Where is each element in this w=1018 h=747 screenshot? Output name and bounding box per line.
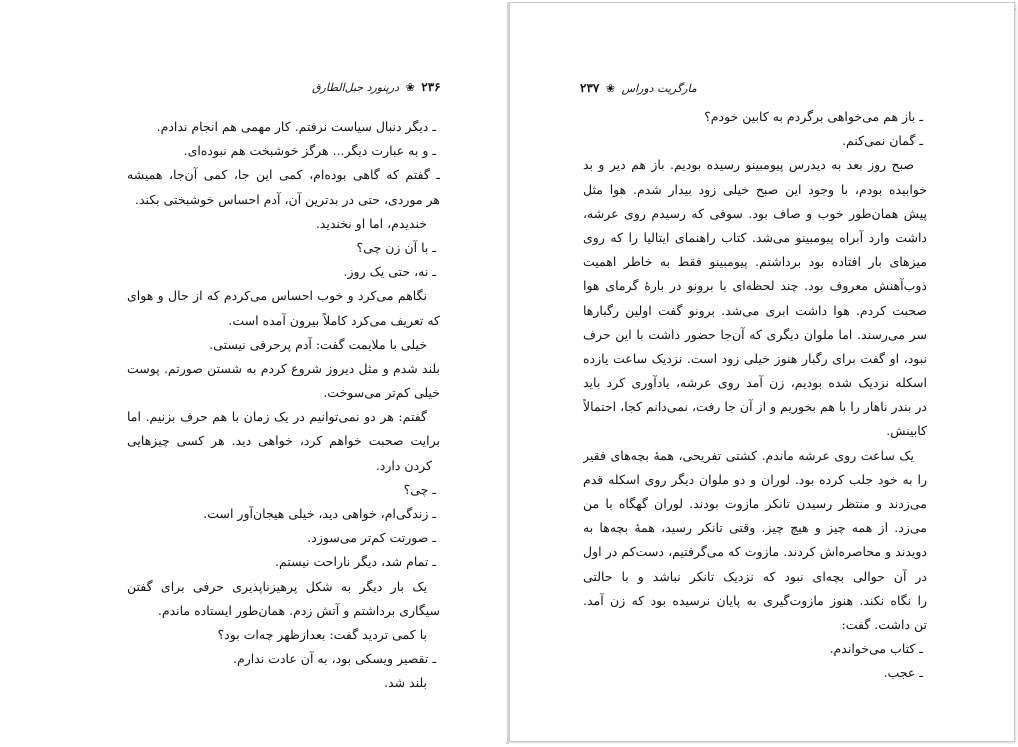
text-line: کابینش. [886,423,927,439]
text-line: داشت وارد آبراه پیومبینو می‌شد. کتاب راهنمای ایتالیا را که روی [583,229,927,245]
text-line: صحبت کردم. هوا داشت ابری می‌شد. برونو گفت اولین رگبارها [583,302,927,318]
text-line: نگاهم می‌کرد و خوب احساس می‌کردم که از حال و هوای [127,288,427,304]
text-line: برایت صحبت خواهم کرد، خواهی دید. هر کسی چیزهایی [127,433,440,449]
text-line: ـ چی؟ [403,481,436,497]
text-line: ـ گفتم که گاهی بوده‌ام، کمی این جا، کمی آن‌جا، همیشه [127,167,440,183]
text-line: سر می‌رسند. اما ملوان دیگری که آن‌جا حضور داشت با این حرف [583,326,927,342]
text-line: ـ با آن زن چی؟ [356,239,436,255]
left-page [0,2,507,742]
right-page-header [580,79,697,97]
text-line: ـ گمان نمی‌کنم. [842,133,923,149]
text-line: می‌زدند و منتظر رسیدن تانکر مازوت بودند. لوران گهگاه با من [583,496,927,511]
right-page-number: ۲۳۷ [580,81,600,95]
text-line: خندیدم، اما او نخندید. [315,215,427,231]
text-line: گفتم: هر دو نمی‌توانیم در یک زمان با هم حرف بزنیم. اما [127,409,427,425]
text-line: میزهای بار افتاده بود برداشتم. پیومبینو فقط به خاطر اهمیت [583,254,927,270]
text-line: سیگاری برداشتم و آتش زدم. همان‌طور ایستاده ماندم. [157,602,440,618]
text-line: ـ باز هم می‌خواهی برگردم به کابین خودم؟ [704,109,923,124]
text-line: ـ کتاب می‌خواندم. [829,641,923,657]
text-line: صبح روز بعد به دیدرس پیومبینو رسیده بودیم. باز هم دیر و بد [583,157,914,173]
flower-ornament-icon: ❀ [605,82,616,95]
text-line: ـ نه، حتی یک روز. [343,264,436,280]
text-line: پیش همان‌طور خوب و صاف بود. سوفی که رسیدم روی عرشه، [583,205,927,221]
left-page-header [312,78,441,96]
right-page [509,2,1015,742]
left-page-body [127,115,440,696]
text-line: ـ زندگی‌ام، خواهی دید، خیلی هیجان‌آور است. [203,506,436,521]
text-line: ـ تقصیر ویسکی بود، به آن عادت ندارم. [232,651,436,667]
flower-ornament-icon: ❀ [405,81,415,94]
text-line: ـ عجب. [883,665,923,681]
left-running-title: درپنورد جبل‌الطارق [312,81,400,94]
text-line: خیلی کم‌تر می‌سوخت. [323,385,440,401]
text-line: نبود، او گفت برای رگبار هنوز خیلی زود است. نزدیک ساعت یازده [583,350,927,366]
text-line: ذوب‌آهنش معروف بود. چند لحظه‌ای با برونو در بارهٔ گرمای هوا [583,278,927,294]
text-line: در آن حوالی بچه‌ای نبود که نزدیک تانکر نباشد و با حالتی [583,568,927,584]
text-line: در بندر ناهار را با هم بخوریم و از آن جا رفت، نمی‌دانم کجا، احتمالاً [583,399,927,415]
text-line: ـ و به عبارت دیگر... هرگز خوشبخت هم نبوده‌ای. [183,143,436,159]
text-line: ـ دیگر دنبال سیاست نرفتم. کار مهمی هم انجام ندادم. [156,119,436,134]
text-line: خیلی با ملایمت گفت: آدم پرحرفی نیستی. [209,336,427,352]
text-line: کردن دارد. [375,457,432,473]
text-line: دویدند و محاصره‌اش کردند. مازوت که می‌گرفتیم، دست‌کم در اول [583,544,927,560]
text-line: یک ساعت روی عرشه ماندم. کشتی تفریحی، همهٔ بچه‌های فقیر [583,447,914,463]
text-line: اسکله نزدیک شده بودیم، زن آمد روی عرشه، یادآوری کرد باید [583,375,927,391]
text-line: تن داشت. گفت: [841,616,927,632]
text-line: بلند شد. [384,675,427,691]
text-line: خوابیده بودم، با وجود این صبح خیلی زود بیدار شدم. هوا مثل [583,181,927,197]
text-line: هر موردی، حتی در بدترین آن، آدم احساس خوشبختی بکند. [134,191,440,207]
text-line: را به خود جلب کرده بود. لوران و دو ملوان دیگر روی اسکله قدم [583,471,927,487]
text-line: می‌زد. از همه چیز و هیچ چیز. وقتی تانکر رسید، همهٔ بچه‌ها به [583,520,927,536]
text-line: ـ تمام شد، دیگر ناراحت نیستم. [275,554,436,570]
text-line: یک بار دیگر به شکل پرهیزناپذیری حرفی برای گفتن [127,578,427,594]
right-page-body [583,105,927,686]
left-page-number: ۲۳۶ [421,80,441,94]
text-line: که تعریف می‌کرد کاملاً بیرون آمده است. [228,312,440,328]
text-line: بلند شدم و مثل دیروز شروع کردم به شستن صورتم. پوست [127,360,440,376]
text-line: با کمی تردید گفت: بعدازظهر چه‌ات بود؟ [217,626,427,642]
text-line: ـ صورتت کم‌تر می‌سوزد. [307,530,436,546]
right-running-title: مارگریت دوراس [621,82,697,95]
text-line: را نگاه نکند. هنوز مازوت‌گیری به پایان نرسیده بود که زن آمد. [583,592,927,608]
